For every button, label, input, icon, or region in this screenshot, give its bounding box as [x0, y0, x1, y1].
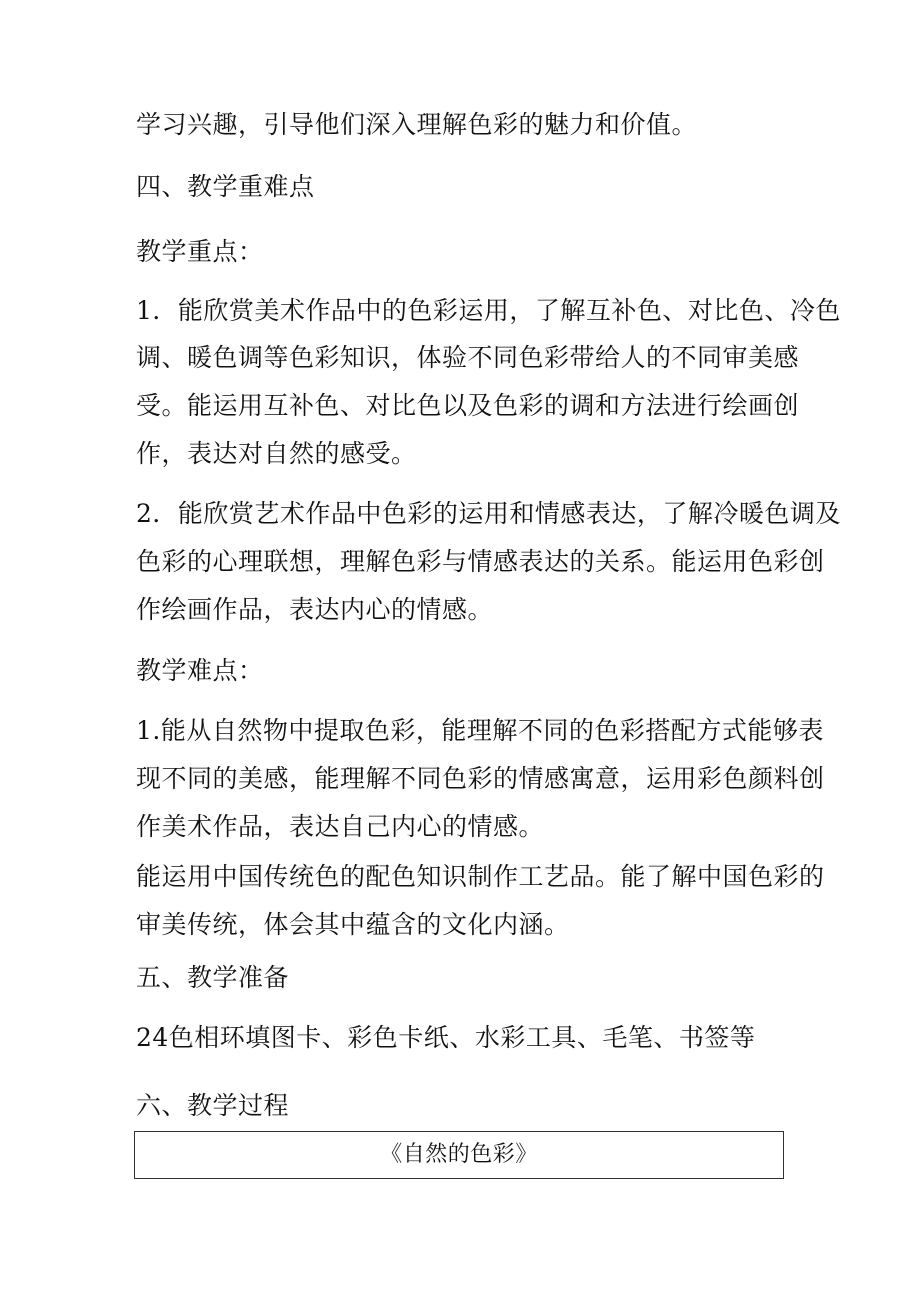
paragraph-line: 24色相环填图卡、彩色卡纸、水彩工具、毛笔、书签等	[136, 1023, 756, 1052]
lesson-table	[134, 1131, 784, 1179]
paragraph-line: 作美术作品，表达自己内心的情感。	[136, 812, 545, 841]
paragraph-line: 现不同的美感，能理解不同色彩的情感寓意，运用彩色颜料创	[136, 764, 825, 793]
paragraph-line: 受。能运用互补色、对比色以及色彩的调和方法进行绘画创	[136, 391, 800, 420]
paragraph-line: 作，表达对自然的感受。	[136, 439, 417, 468]
subheading: 教学重点：	[136, 237, 264, 266]
paragraph-line: 作绘画作品，表达内心的情感。	[136, 595, 494, 624]
paragraph-line: 学习兴趣，引导他们深入理解色彩的魅力和价值。	[136, 110, 698, 139]
paragraph-line: 2．能欣赏艺术作品中色彩的运用和情感表达，了解冷暖色调及	[136, 499, 841, 528]
section-heading: 六、教学过程	[136, 1091, 290, 1120]
subheading: 教学难点：	[136, 656, 264, 685]
paragraph-line: 能运用中国传统色的配色知识制作工艺品。能了解中国色彩的	[136, 862, 825, 891]
paragraph-line: 审美传统，体会其中蕴含的文化内涵。	[136, 910, 570, 939]
section-heading: 五、教学准备	[136, 963, 290, 992]
table-title: 《自然的色彩》	[380, 1142, 538, 1167]
paragraph-line: 1.能从自然物中提取色彩，能理解不同的色彩搭配方式能够表	[136, 716, 824, 745]
section-heading: 四、教学重难点	[136, 172, 315, 201]
paragraph-line: 1．能欣赏美术作品中的色彩运用，了解互补色、对比色、冷色	[136, 296, 841, 325]
paragraph-line: 调、暖色调等色彩知识，体验不同色彩带给人的不同审美感	[136, 343, 800, 372]
paragraph-line: 色彩的心理联想，理解色彩与情感表达的关系。能运用色彩创	[136, 547, 825, 576]
